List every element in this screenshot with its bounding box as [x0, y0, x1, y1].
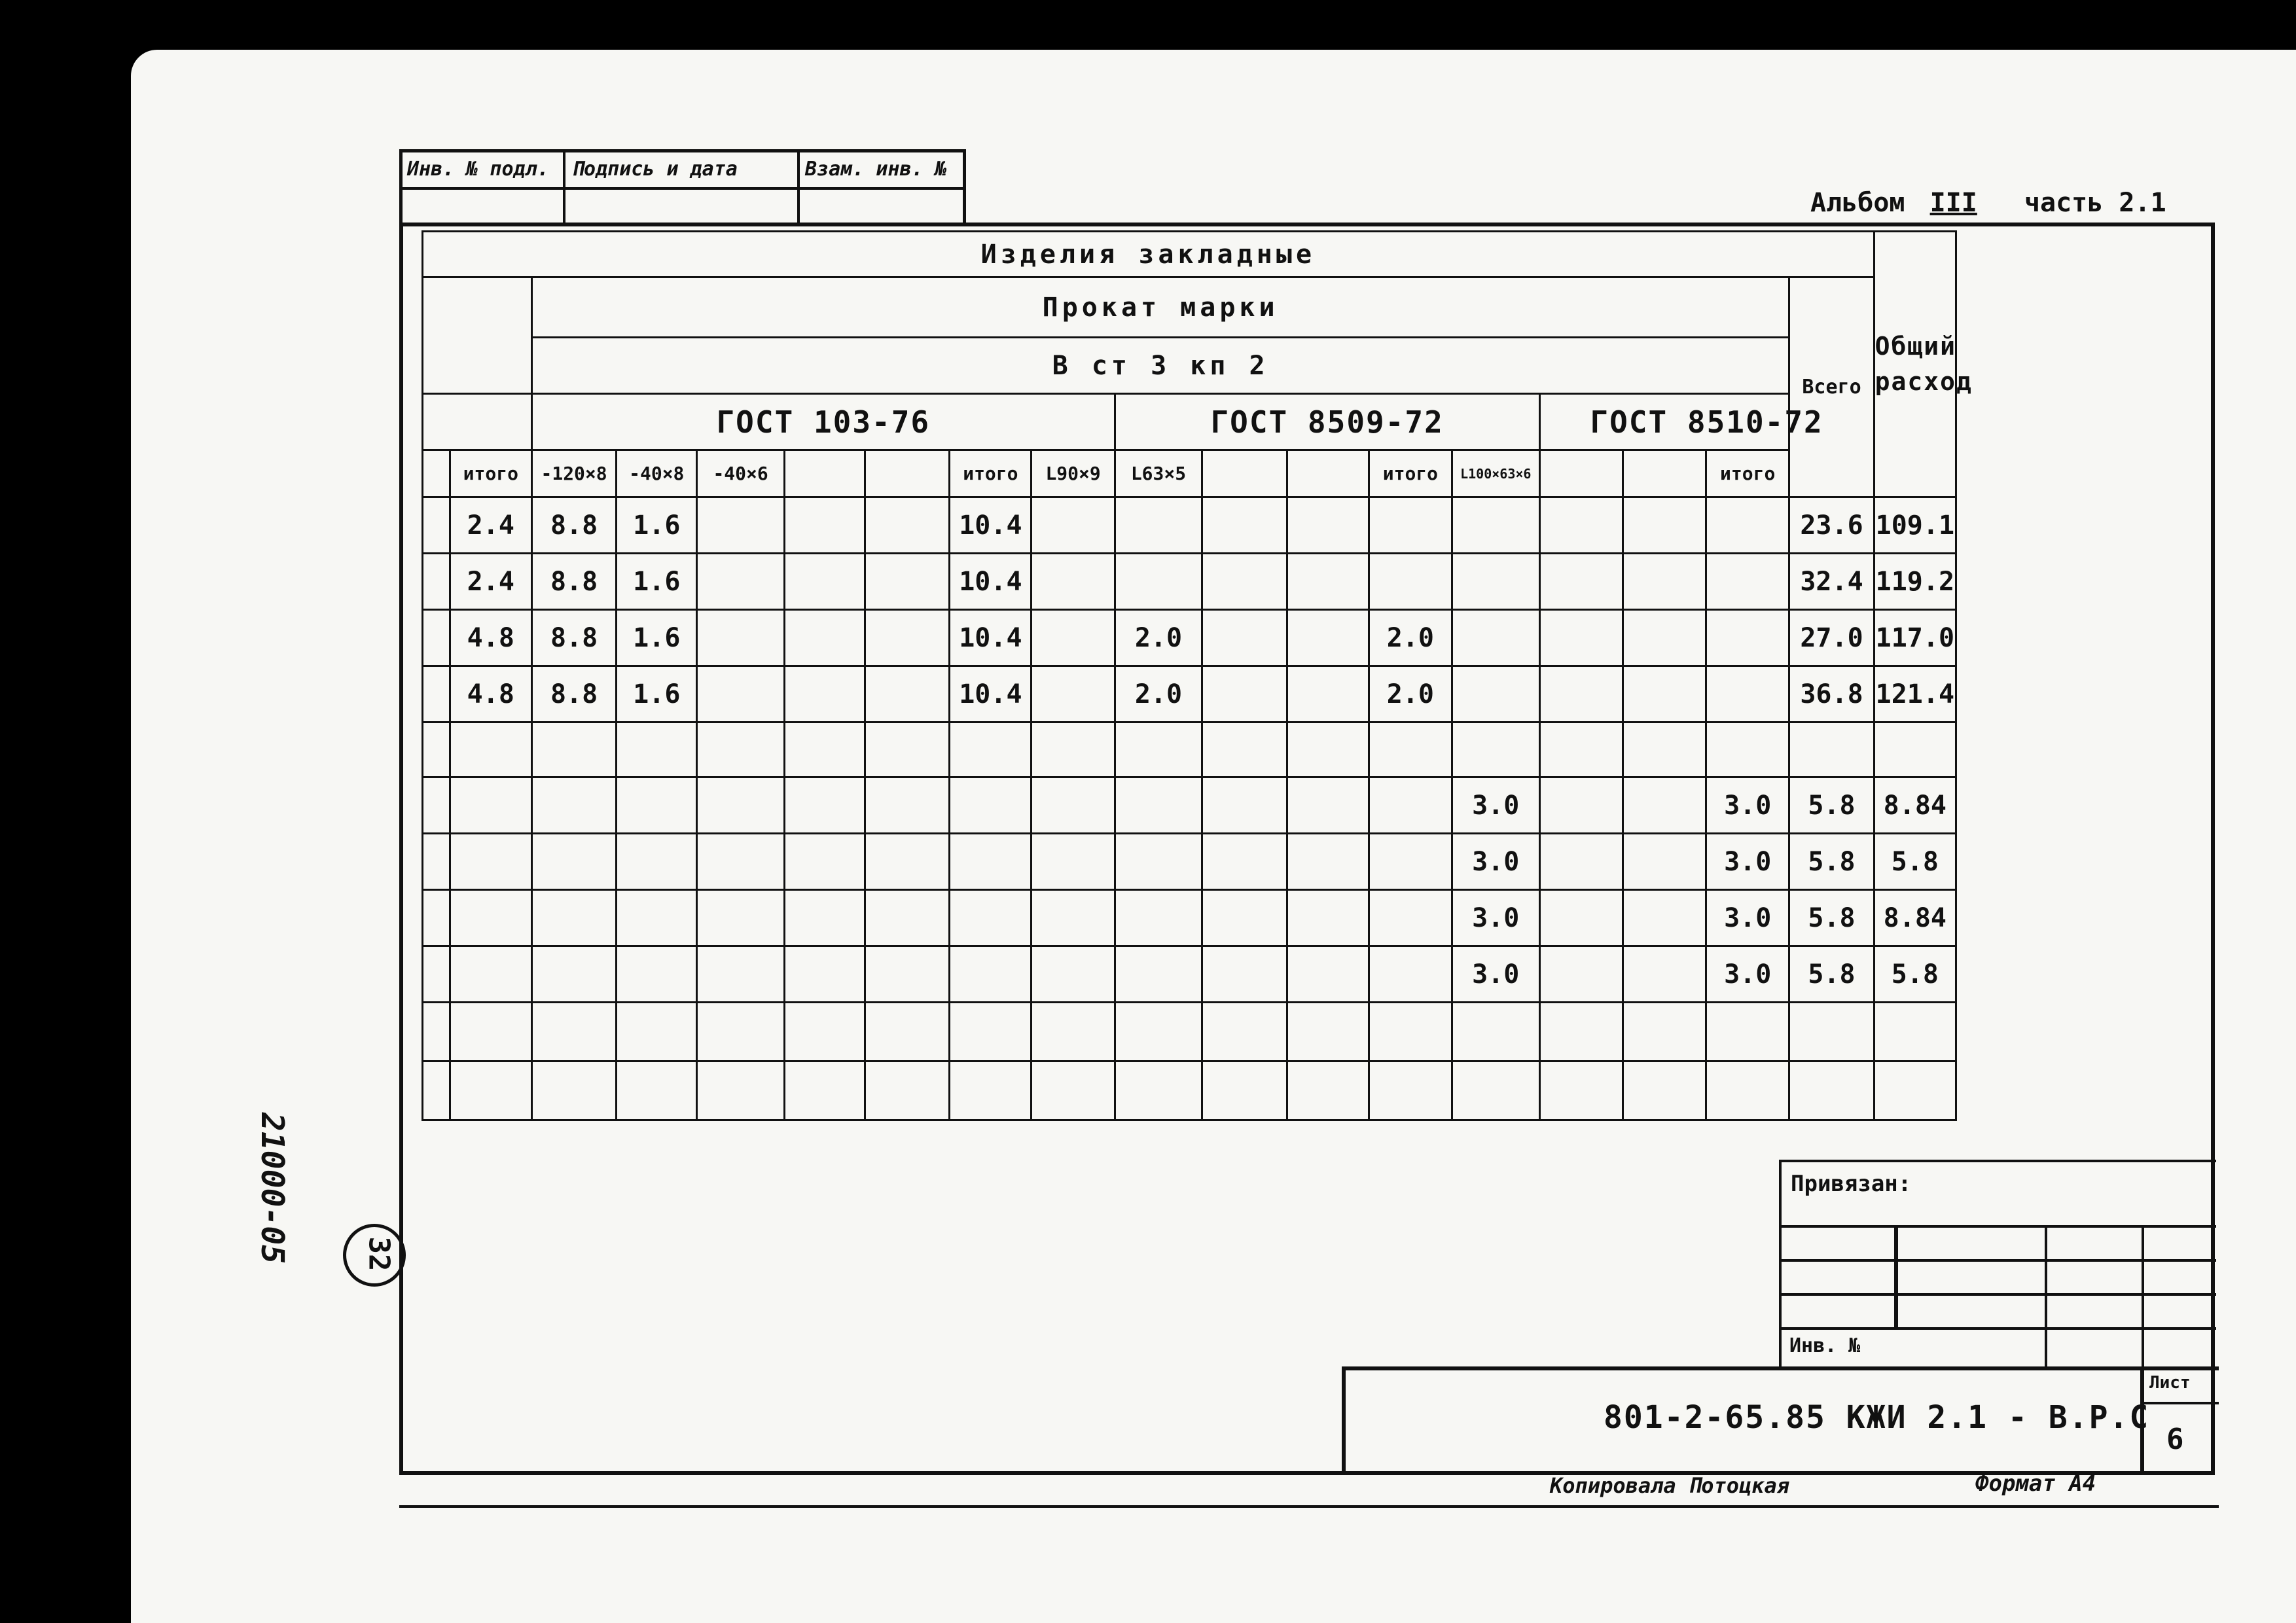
- album-label: [1810, 190, 2166, 216]
- col-header: L63×5: [1115, 450, 1202, 497]
- table-cell: [950, 722, 1031, 777]
- table-cell: [1031, 890, 1115, 946]
- table-cell: [1623, 777, 1706, 834]
- table-cell: 2.0: [1115, 666, 1202, 722]
- table-cell: [1031, 1061, 1115, 1120]
- table-cell: [1706, 722, 1789, 777]
- gost-8509-header: ГОСТ 8509-72: [1115, 394, 1539, 450]
- table-cell: [1789, 722, 1874, 777]
- table-cell: [1287, 946, 1369, 1003]
- table-cell: [1452, 497, 1540, 554]
- table-cell: [531, 722, 616, 777]
- table-cell: [950, 946, 1031, 1003]
- col-header: итого: [1369, 450, 1452, 497]
- col-header: итого: [950, 450, 1031, 497]
- table-cell: [1031, 666, 1115, 722]
- table-cell: [784, 890, 865, 946]
- drawing-code: 801-2-65.85 КЖИ 2.1 - В.Р.С: [1604, 1399, 2150, 1436]
- table-cell: [1539, 1061, 1623, 1120]
- table-row: [423, 497, 1956, 554]
- table-cell: [1623, 890, 1706, 946]
- table-cell: 5.8: [1789, 777, 1874, 834]
- table-cell: [1623, 946, 1706, 1003]
- table-cell: [1031, 777, 1115, 834]
- table-cell: 5.8: [1874, 834, 1956, 890]
- table-cell: [531, 1061, 616, 1120]
- table-cell: [1287, 497, 1369, 554]
- table-row: [423, 946, 1956, 1003]
- col-header: -120×8: [531, 450, 616, 497]
- table-cell: [784, 1061, 865, 1120]
- table-row: [423, 890, 1956, 946]
- table-cell: [697, 1003, 785, 1061]
- table-cell: [1115, 834, 1202, 890]
- table-cell: [1369, 834, 1452, 890]
- table-cell: 2.4: [450, 497, 531, 554]
- table-cell: [1706, 610, 1789, 666]
- table-cell: [1287, 666, 1369, 722]
- table-cell: [784, 554, 865, 610]
- table-cell: [1202, 777, 1287, 834]
- table-cell: [950, 777, 1031, 834]
- table-cell: [697, 722, 785, 777]
- table-cell: [1706, 1003, 1789, 1061]
- table-cell: [697, 1061, 785, 1120]
- table-cell: [1789, 1003, 1874, 1061]
- col-header: [865, 450, 949, 497]
- table-row: [423, 1003, 1956, 1061]
- table-cell: 27.0: [1789, 610, 1874, 666]
- table-cell: [950, 890, 1031, 946]
- table-cell: [697, 834, 785, 890]
- table-cell: [450, 890, 531, 946]
- privyazan-label: Привязан:: [1791, 1171, 1912, 1197]
- table-cell: [784, 834, 865, 890]
- embedded-items-table: [422, 230, 1973, 1121]
- table-cell: 1.6: [617, 610, 697, 666]
- table-cell: [1202, 610, 1287, 666]
- page-circle-number: 32: [362, 1236, 396, 1272]
- table-cell: [784, 497, 865, 554]
- table-row: [423, 610, 1956, 666]
- table-cell: [1287, 777, 1369, 834]
- table-row: [423, 666, 1956, 722]
- table-cell: [1115, 722, 1202, 777]
- table-cell: 3.0: [1452, 946, 1540, 1003]
- table-cell: [865, 890, 949, 946]
- table-cell: [1623, 497, 1706, 554]
- table-cell: [1031, 834, 1115, 890]
- col-header: L100×63×6: [1452, 450, 1540, 497]
- table-cell: 10.4: [950, 554, 1031, 610]
- table-cell: [1539, 554, 1623, 610]
- table-cell: [950, 834, 1031, 890]
- gost-103-header: ГОСТ 103-76: [531, 394, 1115, 450]
- table-cell: [697, 890, 785, 946]
- gost-8510-header: ГОСТ 8510-72: [1539, 394, 1874, 450]
- table-cell: 5.8: [1789, 834, 1874, 890]
- table-cell: [1539, 1003, 1623, 1061]
- table-cell: 8.8: [531, 666, 616, 722]
- table-cell: [1623, 554, 1706, 610]
- table-cell: [450, 1003, 531, 1061]
- table-cell: 119.2: [1874, 554, 1956, 610]
- vsego-header: Всего: [1789, 277, 1874, 497]
- table-cell: [1539, 777, 1623, 834]
- table-cell: [784, 666, 865, 722]
- table-cell: [1202, 497, 1287, 554]
- table-cell: [865, 610, 949, 666]
- table-cell: [865, 777, 949, 834]
- table-cell: 2.4: [450, 554, 531, 610]
- table-cell: [1202, 1061, 1287, 1120]
- table-cell: [1202, 554, 1287, 610]
- table-cell: 3.0: [1452, 777, 1540, 834]
- table-cell: [617, 777, 697, 834]
- col-header: L90×9: [1031, 450, 1115, 497]
- table-cell: [1202, 666, 1287, 722]
- table-cell: [450, 722, 531, 777]
- table-cell: [1452, 666, 1540, 722]
- table-cell: [1539, 666, 1623, 722]
- table-cell: [1623, 834, 1706, 890]
- table-cell: [1369, 1003, 1452, 1061]
- table-cell: 4.8: [450, 610, 531, 666]
- table-cell: [1287, 834, 1369, 890]
- table-cell: [697, 554, 785, 610]
- album-number: III: [1929, 188, 1977, 218]
- table-cell: [1031, 610, 1115, 666]
- table-cell: 23.6: [1789, 497, 1874, 554]
- table-cell: [1452, 1003, 1540, 1061]
- table-cell: [784, 946, 865, 1003]
- table-cell: [1452, 554, 1540, 610]
- table-cell: [697, 610, 785, 666]
- table-cell: [1623, 666, 1706, 722]
- table-cell: [950, 1061, 1031, 1120]
- table-cell: [1539, 946, 1623, 1003]
- table-cell: [1031, 1003, 1115, 1061]
- table-cell: [1539, 722, 1623, 777]
- table-cell: [1706, 1061, 1789, 1120]
- table-cell: 3.0: [1706, 777, 1789, 834]
- table-cell: 10.4: [950, 610, 1031, 666]
- col-header: [1202, 450, 1287, 497]
- table-cell: [1287, 1061, 1369, 1120]
- table-cell: [697, 777, 785, 834]
- table-cell: [1452, 610, 1540, 666]
- table-cell: 2.0: [1115, 610, 1202, 666]
- table-cell: [865, 666, 949, 722]
- table-cell: [617, 722, 697, 777]
- col-header: итого: [1706, 450, 1789, 497]
- col-header: [1623, 450, 1706, 497]
- obshiy-header: Общий расход: [1874, 232, 1956, 497]
- table-cell: [784, 722, 865, 777]
- table-cell: [1031, 946, 1115, 1003]
- table-cell: [1202, 946, 1287, 1003]
- table-cell: [865, 946, 949, 1003]
- table-cell: [865, 1003, 949, 1061]
- table-cell: 8.8: [531, 497, 616, 554]
- table-cell: [531, 777, 616, 834]
- table-cell: [1369, 497, 1452, 554]
- table-cell: [1789, 1061, 1874, 1120]
- approval-sign-label: Подпись и дата: [572, 158, 738, 181]
- album-word: Альбом: [1810, 188, 1905, 218]
- table-cell: 1.6: [617, 497, 697, 554]
- table-row: [423, 1061, 1956, 1120]
- table-cell: [1369, 722, 1452, 777]
- table-cell: 2.0: [1369, 610, 1452, 666]
- table-cell: [784, 1003, 865, 1061]
- table-cell: [1623, 1003, 1706, 1061]
- table-cell: [1539, 890, 1623, 946]
- table-cell: [1539, 497, 1623, 554]
- table-cell: [617, 834, 697, 890]
- table-cell: 3.0: [1706, 890, 1789, 946]
- table-cell: 3.0: [1452, 834, 1540, 890]
- table-cell: [1287, 1003, 1369, 1061]
- table-cell: 8.8: [531, 610, 616, 666]
- table-cell: [865, 834, 949, 890]
- table-cell: [865, 554, 949, 610]
- table-cell: 3.0: [1452, 890, 1540, 946]
- table-row: [423, 722, 1956, 777]
- table-cell: 121.4: [1874, 666, 1956, 722]
- table-cell: [1202, 722, 1287, 777]
- table-cell: 8.84: [1874, 777, 1956, 834]
- table-cell: [450, 946, 531, 1003]
- list-label: Лист: [2149, 1373, 2191, 1393]
- table-cell: [697, 666, 785, 722]
- table-cell: [1874, 1003, 1956, 1061]
- table-cell: [531, 946, 616, 1003]
- table-cell: [1115, 497, 1202, 554]
- table-cell: 8.84: [1874, 890, 1956, 946]
- table-row: [423, 834, 1956, 890]
- table-cell: 3.0: [1706, 834, 1789, 890]
- table-cell: 1.6: [617, 666, 697, 722]
- col-header: [1287, 450, 1369, 497]
- inv-label: Инв. №: [1789, 1334, 1861, 1357]
- table-cell: [697, 946, 785, 1003]
- table-cell: 2.0: [1369, 666, 1452, 722]
- table-cell: [1031, 722, 1115, 777]
- table-cell: 5.8: [1789, 946, 1874, 1003]
- table-cell: [1369, 777, 1452, 834]
- table-cell: [1623, 722, 1706, 777]
- table-row: [423, 777, 1956, 834]
- part-label: часть 2.1: [2024, 188, 2166, 218]
- col-header: -40×8: [617, 450, 697, 497]
- prokat-header: Прокат марки: [531, 277, 1789, 338]
- table-cell: [1202, 834, 1287, 890]
- approval-replace-label: Взам. инв. №: [805, 158, 947, 181]
- table-cell: [865, 1061, 949, 1120]
- table-cell: [1369, 890, 1452, 946]
- table-cell: [1202, 1003, 1287, 1061]
- table-cell: 32.4: [1789, 554, 1874, 610]
- table-cell: 117.0: [1874, 610, 1956, 666]
- table-cell: [865, 497, 949, 554]
- table-cell: 10.4: [950, 666, 1031, 722]
- table-cell: 36.8: [1789, 666, 1874, 722]
- table-cell: [1623, 1061, 1706, 1120]
- table-cell: [1452, 722, 1540, 777]
- table-cell: [1115, 554, 1202, 610]
- table-cell: [1452, 1061, 1540, 1120]
- table-cell: 109.1: [1874, 497, 1956, 554]
- table-cell: [1115, 1003, 1202, 1061]
- table-cell: 5.8: [1789, 890, 1874, 946]
- table-cell: 8.8: [531, 554, 616, 610]
- table-cell: 4.8: [450, 666, 531, 722]
- table-cell: [950, 1003, 1031, 1061]
- table-cell: 5.8: [1874, 946, 1956, 1003]
- table-cell: [617, 1061, 697, 1120]
- col-header: [784, 450, 865, 497]
- table-cell: [617, 890, 697, 946]
- table-cell: [531, 1003, 616, 1061]
- table-cell: [531, 890, 616, 946]
- copied-by: Копировала Потоцкая: [1550, 1473, 1790, 1498]
- format-label: Формат А4: [1975, 1471, 2096, 1497]
- table-cell: [1539, 834, 1623, 890]
- table-cell: [617, 1003, 697, 1061]
- table-cell: [1287, 890, 1369, 946]
- table-cell: [1115, 777, 1202, 834]
- table-cell: [1539, 610, 1623, 666]
- table-cell: [1874, 722, 1956, 777]
- steel-header: В ст 3 кп 2: [531, 338, 1789, 394]
- list-number: 6: [2166, 1423, 2184, 1456]
- table-cell: [1369, 946, 1452, 1003]
- table-cell: [1287, 610, 1369, 666]
- table-cell: [450, 834, 531, 890]
- table-cell: [784, 610, 865, 666]
- table-cell: [1202, 890, 1287, 946]
- table-cell: [1706, 497, 1789, 554]
- table-cell: 10.4: [950, 497, 1031, 554]
- table-cell: [1287, 554, 1369, 610]
- col-header: итого: [450, 450, 531, 497]
- table-cell: [1706, 666, 1789, 722]
- table-cell: [617, 946, 697, 1003]
- table-cell: [697, 497, 785, 554]
- table-cell: [1287, 722, 1369, 777]
- table-cell: [1874, 1061, 1956, 1120]
- table-title: Изделия закладные: [423, 232, 1874, 277]
- table-cell: [450, 1061, 531, 1120]
- table-cell: [450, 777, 531, 834]
- table-cell: [1623, 610, 1706, 666]
- margin-number: 21000-05: [254, 1113, 291, 1264]
- table-cell: [1369, 1061, 1452, 1120]
- table-cell: [1115, 946, 1202, 1003]
- table-cell: [1115, 890, 1202, 946]
- table-cell: [1031, 497, 1115, 554]
- table-cell: [531, 834, 616, 890]
- table-cell: [784, 777, 865, 834]
- table-cell: [1706, 554, 1789, 610]
- table-cell: 3.0: [1706, 946, 1789, 1003]
- table-cell: [1031, 554, 1115, 610]
- table-row: [423, 554, 1956, 610]
- approval-inv-label: Инв. № подл.: [407, 158, 549, 181]
- table-cell: [1369, 554, 1452, 610]
- col-header: [1539, 450, 1623, 497]
- col-header: -40×6: [697, 450, 785, 497]
- table-cell: [1115, 1061, 1202, 1120]
- table-cell: 1.6: [617, 554, 697, 610]
- table-cell: [865, 722, 949, 777]
